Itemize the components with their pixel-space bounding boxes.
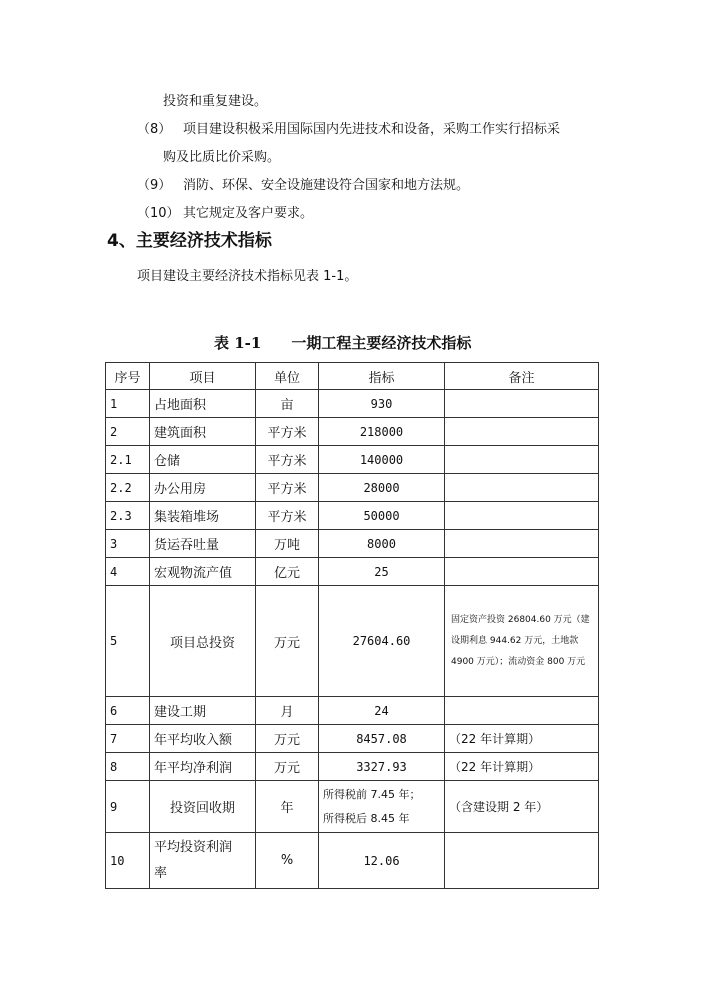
indicator-table: [105, 362, 599, 889]
header-value: 指标: [319, 363, 445, 390]
cell-unit: 平方米: [256, 502, 319, 530]
cell-unit: 万元: [256, 725, 319, 753]
cell-unit: 万吨: [256, 530, 319, 558]
cell-value: 28000: [319, 474, 445, 502]
cell-note: [445, 474, 599, 502]
header-note: 备注: [445, 363, 599, 390]
cell-unit: 万元: [256, 753, 319, 781]
cell-item: 集装箱堆场: [150, 502, 256, 530]
cell-note: （22 年计算期）: [445, 753, 599, 781]
cell-item: 占地面积: [150, 390, 256, 418]
table-row: [106, 558, 599, 586]
cell-no: 10: [106, 833, 150, 889]
paragraph-7-continuation: 投资和重复建设。: [163, 94, 268, 109]
cell-no: 8: [106, 753, 150, 781]
table-caption-number: 表 1-1: [214, 334, 262, 352]
table-row: [106, 418, 599, 446]
header-unit: 单位: [256, 363, 319, 390]
cell-value: 930: [319, 390, 445, 418]
cell-item-line2: 率: [154, 865, 168, 881]
cell-note: 固定资产投资 26804.60 万元（建设期利息 944.62 万元，土地款 4900 万元）；流动资金 800 万元: [445, 586, 599, 697]
cell-note: [445, 390, 599, 418]
cell-no: 3: [106, 530, 150, 558]
table-row: [106, 390, 599, 418]
cell-value: 140000: [319, 446, 445, 474]
cell-item: 项目总投资: [150, 586, 256, 697]
table-row: [106, 753, 599, 781]
cell-unit: 平方米: [256, 446, 319, 474]
cell-unit: 平方米: [256, 474, 319, 502]
cell-no: 7: [106, 725, 150, 753]
cell-no: 5: [106, 586, 150, 697]
cell-item: 宏观物流产值: [150, 558, 256, 586]
cell-unit: 月: [256, 697, 319, 725]
cell-no: 9: [106, 781, 150, 833]
cell-item: [150, 833, 256, 889]
section-heading: 4、主要经济技术指标: [107, 231, 272, 251]
cell-note: [445, 530, 599, 558]
cell-value: 218000: [319, 418, 445, 446]
table-caption: [214, 332, 471, 353]
cell-note: （22 年计算期）: [445, 725, 599, 753]
header-no: 序号: [106, 363, 150, 390]
cell-value: [319, 781, 445, 833]
cell-item: 年平均收入额: [150, 725, 256, 753]
table-row: [106, 833, 599, 889]
cell-note: [445, 418, 599, 446]
cell-value: 50000: [319, 502, 445, 530]
cell-note: [445, 558, 599, 586]
paragraph-8-text: 项目建设积极采用国际国内先进技术和设备，采购工作实行招标采: [183, 122, 561, 137]
paragraph-8-continuation: 购及比质比价采购。: [163, 150, 281, 165]
cell-unit: 年: [256, 781, 319, 833]
table-header-row: [106, 363, 599, 390]
cell-unit: %: [256, 833, 319, 889]
table-row: [106, 725, 599, 753]
cell-item: 仓储: [150, 446, 256, 474]
paragraph-10-number: （10）: [137, 206, 180, 221]
cell-item: 年平均净利润: [150, 753, 256, 781]
cell-item: 建设工期: [150, 697, 256, 725]
table-row: [106, 781, 599, 833]
cell-no: 1: [106, 390, 150, 418]
cell-unit: 平方米: [256, 418, 319, 446]
cell-note: [445, 833, 599, 889]
cell-value: 25: [319, 558, 445, 586]
table-row: [106, 502, 599, 530]
cell-value: 8457.08: [319, 725, 445, 753]
paragraph-10-text: 其它规定及客户要求。: [183, 206, 314, 221]
cell-value-line1: 所得税前 7.45 年；: [323, 787, 421, 801]
header-item: 项目: [150, 363, 256, 390]
cell-item: 货运吞吐量: [150, 530, 256, 558]
cell-no: 4: [106, 558, 150, 586]
cell-value: 27604.60: [319, 586, 445, 697]
table-row: [106, 530, 599, 558]
table-row: [106, 446, 599, 474]
table-row: [106, 474, 599, 502]
cell-unit: 亿元: [256, 558, 319, 586]
cell-unit: 亩: [256, 390, 319, 418]
cell-no: 6: [106, 697, 150, 725]
cell-item-line1: 平均投资利润: [154, 839, 233, 855]
cell-item: 办公用房: [150, 474, 256, 502]
cell-note: [445, 697, 599, 725]
cell-no: 2.1: [106, 446, 150, 474]
table-caption-title: 一期工程主要经济技术指标: [291, 334, 472, 352]
cell-note: [445, 502, 599, 530]
paragraph-9-text: 消防、环保、安全设施建设符合国家和地方法规。: [183, 178, 470, 193]
paragraph-8-number: （8）: [137, 122, 172, 137]
cell-note: （含建设期 2 年）: [445, 781, 599, 833]
cell-no: 2: [106, 418, 150, 446]
cell-no: 2.2: [106, 474, 150, 502]
cell-item: 建筑面积: [150, 418, 256, 446]
cell-unit: 万元: [256, 586, 319, 697]
cell-value: 8000: [319, 530, 445, 558]
cell-value-line2: 所得税后 8.45 年: [323, 811, 410, 825]
cell-item: 投资回收期: [150, 781, 256, 833]
cell-value: 12.06: [319, 833, 445, 889]
cell-note: [445, 446, 599, 474]
cell-value: 3327.93: [319, 753, 445, 781]
section-intro: 项目建设主要经济技术指标见表 1-1。: [137, 269, 358, 284]
paragraph-9-number: （9）: [137, 178, 172, 193]
cell-no: 2.3: [106, 502, 150, 530]
table-row: [106, 697, 599, 725]
table-row: [106, 586, 599, 697]
cell-value: 24: [319, 697, 445, 725]
